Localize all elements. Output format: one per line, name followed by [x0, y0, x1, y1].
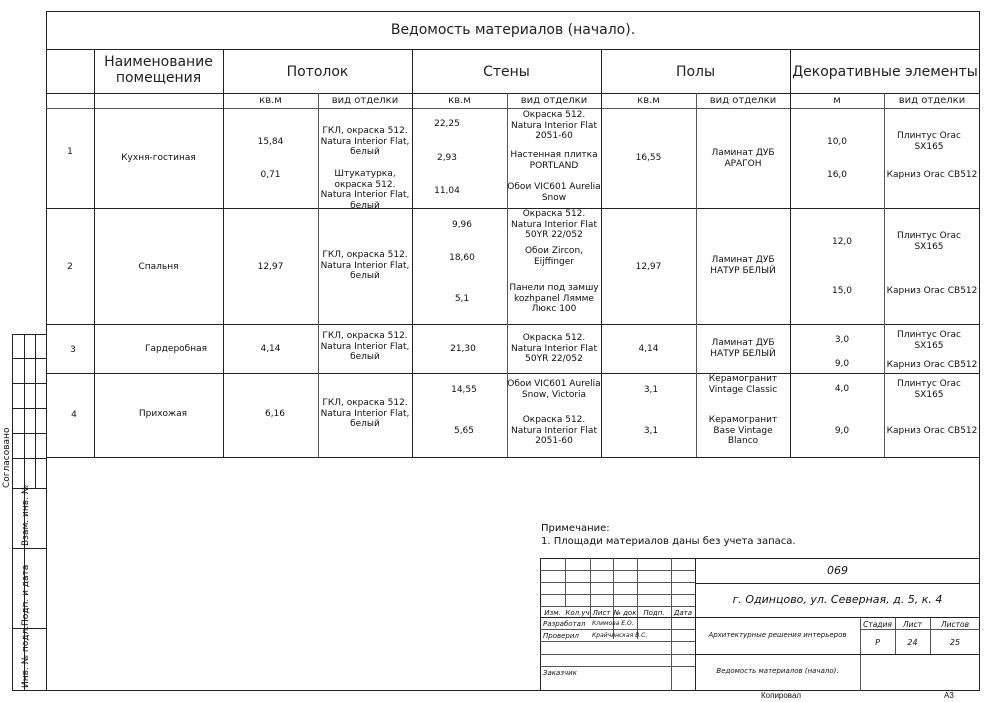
side-inv-orig: Инв. № подл.	[21, 625, 31, 688]
ceiling-type: ГКЛ, окраска 512. Natura Interior Flat, белый	[320, 331, 410, 362]
footer-format: А3	[944, 691, 954, 700]
table-title: Ведомость материалов (начало).	[390, 22, 636, 38]
stamp-stage: Р	[875, 638, 880, 647]
wall-type: Обои VIC601 Aurelia Snow	[507, 182, 601, 203]
subheader-floors-unit: кв.м	[637, 95, 660, 106]
wall-area: 14,55	[451, 385, 477, 395]
decor-length: 9,0	[834, 359, 850, 369]
stamp-col: № док	[613, 609, 637, 617]
wall-area: 21,30	[450, 344, 476, 354]
stamp-sheet-label: Лист	[902, 620, 922, 629]
wall-type: Настенная плитка PORTLAND	[510, 150, 598, 171]
ceiling-type: ГКЛ, окраска 512. Natura Interior Flat, белый	[320, 126, 410, 157]
decor-length: 16,0	[826, 170, 848, 180]
side-agreed: Согласовано	[2, 427, 12, 488]
subheader-ceiling-unit: кв.м	[259, 95, 282, 106]
stamp-role-name: Климова Е.О.	[592, 620, 634, 627]
wall-type: Окраска 512. Natura Interior Flat 50YR 22/052	[511, 333, 597, 364]
ceiling-type: ГКЛ, окраска 512. Natura Interior Flat, белый	[320, 398, 410, 429]
note-text: 1. Площади материалов даны без учета запаса.	[541, 536, 796, 547]
decor-type: Карниз Orac CB512	[886, 360, 978, 370]
subheader-ceiling-type: вид отделки	[331, 95, 399, 106]
wall-area: 5,65	[453, 426, 475, 436]
floor-type: Керамогранит Vintage Classic	[708, 374, 778, 395]
stamp-sheet-title: Ведомость материалов (начало).	[716, 667, 839, 675]
decor-length: 4,0	[834, 384, 850, 394]
decor-type: Карниз Orac CB512	[886, 170, 978, 180]
subheader-decor-unit: м	[833, 95, 841, 106]
floor-area: 16,55	[635, 153, 662, 163]
wall-type: Окраска 512. Natura Interior Flat 2051-60	[511, 110, 597, 141]
room-name: Прихожая	[138, 409, 188, 419]
decor-type: Плинтус Orac SX165	[897, 231, 961, 252]
wall-area: 22,25	[434, 119, 460, 129]
wall-area: 9,96	[451, 220, 473, 230]
note-title: Примечание:	[541, 523, 610, 534]
header-decor: Декоративные элементы	[792, 64, 978, 80]
stamp-role: Заказчик	[543, 669, 577, 677]
stamp-role: Разработал	[543, 620, 586, 628]
wall-type: Панели под замшу kozhpanel Лямме Люкс 100	[509, 283, 599, 314]
stamp-project: Архитектурные решения интерьеров	[708, 631, 847, 639]
floor-type: Керамогранит Base Vintage Blanco	[708, 415, 778, 446]
wall-area: 11,04	[434, 186, 460, 196]
stamp-code: 069	[827, 564, 848, 577]
floor-type: Ламинат ДУБ НАТУР БЕЛЫЙ	[710, 255, 776, 276]
row-number: 4	[71, 410, 77, 420]
stamp-col: Дата	[673, 609, 693, 617]
decor-type: Плинтус Orac SX165	[897, 330, 961, 351]
floor-type: Ламинат ДУБ АРАГОН	[711, 148, 775, 169]
stamp-sheets: 25	[949, 638, 961, 647]
wall-type: Окраска 512. Natura Interior Flat 50YR 22/052	[511, 209, 597, 240]
header-room: Наименование помещения	[104, 54, 213, 86]
decor-type: Плинтус Orac SX165	[897, 379, 961, 400]
floor-area: 3,1	[643, 426, 659, 436]
wall-type: Окраска 512. Natura Interior Flat 2051-60	[511, 415, 597, 446]
ceiling-type: Штукатурка, окраска 512. Natura Interior Flat, белый	[320, 169, 410, 211]
room-name: Кухня-гостиная	[121, 153, 196, 163]
footer-copied: Копировал	[761, 691, 802, 700]
floor-area: 12,97	[635, 262, 662, 272]
side-sign-date: Подп. и дата	[21, 564, 31, 626]
stamp-stage-label: Стадия	[863, 620, 892, 629]
subheader-walls-unit: кв.м	[448, 95, 471, 106]
stamp-address: г. Одинцово, ул. Северная, д. 5, к. 4	[732, 593, 943, 606]
wall-area: 2,93	[436, 153, 458, 163]
decor-type: Плинтус Orac SX165	[897, 131, 961, 152]
decor-type: Карниз Orac CB512	[886, 426, 978, 436]
decor-length: 9,0	[834, 426, 850, 436]
side-inv-replace: Взам. инв. №	[21, 484, 31, 546]
room-name: Гардеробная	[144, 344, 208, 354]
wall-type: Обои VIC601 Aurelia Snow, Victoria	[507, 379, 601, 400]
subheader-decor-type: вид отделки	[898, 95, 966, 106]
stamp-sheet: 24	[907, 638, 918, 647]
decor-length: 12,0	[831, 237, 853, 247]
floor-area: 4,14	[638, 344, 659, 354]
row-number: 1	[67, 147, 73, 157]
decor-length: 15,0	[831, 286, 853, 296]
ceiling-area: 4,14	[260, 344, 281, 354]
header-floors: Полы	[675, 64, 716, 80]
stamp-role: Проверил	[543, 632, 579, 640]
ceiling-area: 15,84	[257, 137, 284, 147]
ceiling-area: 12,97	[257, 262, 284, 272]
stamp-col: Лист	[592, 609, 611, 617]
stamp-role-name: Крайчинская В.С.	[592, 632, 648, 639]
floor-area: 3,1	[643, 385, 659, 395]
wall-area: 18,60	[449, 253, 475, 263]
ceiling-type: ГКЛ, окраска 512. Natura Interior Flat, белый	[320, 250, 410, 281]
subheader-floors-type: вид отделки	[709, 95, 777, 106]
subheader-walls-type: вид отделки	[520, 95, 588, 106]
decor-type: Карниз Orac CB512	[886, 286, 978, 296]
ceiling-area: 0,71	[260, 170, 281, 180]
stamp-col: Кол.уч	[565, 609, 590, 617]
header-walls: Стены	[483, 64, 530, 80]
row-number: 3	[70, 345, 76, 355]
wall-type: Обои Zircon, Eijffinger	[524, 246, 584, 267]
stamp-col: Изм.	[544, 609, 561, 617]
wall-area: 5,1	[454, 294, 470, 304]
stamp-sheets-label: Листов	[940, 620, 969, 629]
decor-length: 3,0	[834, 335, 850, 345]
decor-length: 10,0	[826, 137, 848, 147]
ceiling-area: 6,16	[264, 409, 286, 419]
header-ceiling: Потолок	[286, 64, 349, 80]
room-name: Спальня	[138, 262, 179, 272]
floor-type: Ламинат ДУБ НАТУР БЕЛЫЙ	[710, 338, 776, 359]
row-number: 2	[67, 262, 73, 272]
stamp-col: Подп.	[643, 609, 665, 617]
